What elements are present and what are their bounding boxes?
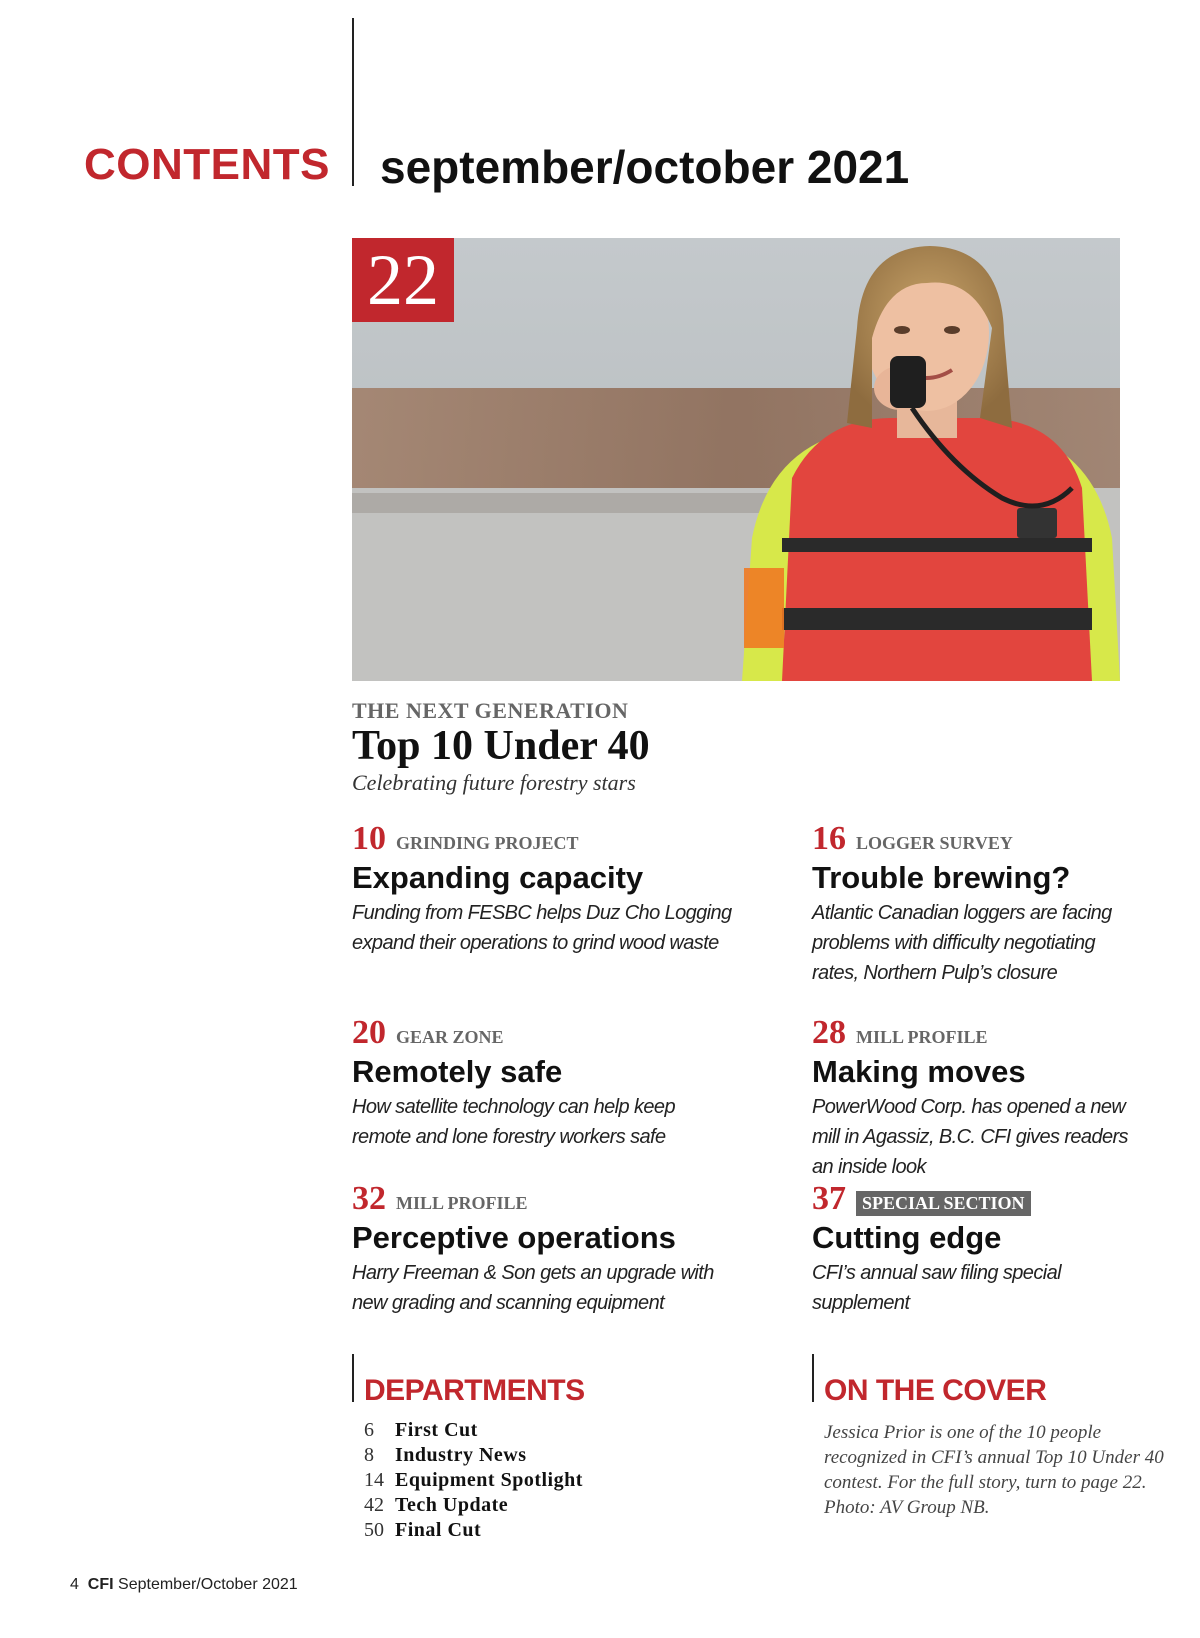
story-description: PowerWood Corp. has opened a new mill in Agassiz, B.C. CFI gives readers an inside look — [812, 1096, 1128, 1178]
departments-heading: DEPARTMENTS — [364, 1374, 585, 1407]
story-description: Funding from FESBC helps Duz Cho Logging expand their operations to grind wood waste — [352, 902, 732, 954]
feature-title[interactable]: Top 10 Under 40 — [352, 723, 650, 769]
department-page: 50 — [364, 1519, 384, 1541]
story-kicker: GEAR ZONE — [396, 1027, 504, 1047]
story-page-number: 32 — [352, 1180, 386, 1217]
special-section-badge: SPECIAL SECTION — [856, 1191, 1031, 1216]
department-page: 6 — [364, 1419, 374, 1441]
department-page: 8 — [364, 1444, 374, 1466]
story-title[interactable]: Trouble brewing? — [812, 860, 1071, 895]
footer-magazine: CFI — [87, 1576, 114, 1593]
story-page-number: 10 — [352, 820, 386, 857]
department-item[interactable] — [364, 1443, 583, 1468]
feature-kicker: THE NEXT GENERATION — [352, 698, 629, 723]
cover-heading: ON THE COVER — [824, 1374, 1047, 1407]
department-name: Equipment Spotlight — [395, 1469, 583, 1491]
contents-heading: CONTENTS — [84, 140, 330, 189]
story-title[interactable]: Remotely safe — [352, 1054, 563, 1089]
story-page-number: 16 — [812, 820, 846, 857]
story-kicker: GRINDING PROJECT — [396, 833, 579, 853]
story-kicker: MILL PROFILE — [856, 1027, 988, 1047]
department-name: First Cut — [395, 1419, 478, 1441]
story-description: CFI’s annual saw filing special supplement — [812, 1262, 1061, 1314]
story-item[interactable] — [352, 1014, 732, 1152]
department-item[interactable] — [364, 1468, 583, 1493]
story-kicker: MILL PROFILE — [396, 1193, 528, 1213]
page-footer — [70, 1576, 298, 1594]
cover-photo — [352, 238, 1120, 681]
story-item[interactable] — [812, 820, 1142, 988]
story-page-number: 37 — [812, 1180, 846, 1217]
feature-subtitle: Celebrating future forestry stars — [352, 770, 636, 795]
story-title[interactable]: Making moves — [812, 1054, 1026, 1089]
story-page-number: 28 — [812, 1014, 846, 1051]
story-description: Harry Freeman & Son gets an upgrade with new grading and scanning equipment — [352, 1262, 714, 1314]
story-description: How satellite technology can help keep remote and lone forestry workers safe — [352, 1096, 675, 1148]
department-item[interactable] — [364, 1493, 583, 1518]
story-title[interactable]: Cutting edge — [812, 1220, 1002, 1255]
story-item[interactable] — [352, 820, 732, 958]
footer-page-number: 4 — [70, 1576, 79, 1593]
department-item[interactable] — [364, 1518, 583, 1543]
department-name: Final Cut — [395, 1519, 482, 1541]
story-title[interactable]: Expanding capacity — [352, 860, 644, 895]
story-item[interactable] — [812, 1180, 1142, 1318]
department-name: Industry News — [395, 1444, 527, 1466]
story-page-number: 20 — [352, 1014, 386, 1051]
header-divider — [352, 18, 354, 186]
cover-caption: Jessica Prior is one of the 10 people recognized in CFI’s annual Top 10 Under 40 contest. For the full story, turn to page 22. Photo: AV Group NB. — [824, 1422, 1164, 1518]
story-item[interactable] — [812, 1014, 1142, 1182]
department-name: Tech Update — [395, 1494, 509, 1516]
department-page: 42 — [364, 1494, 384, 1516]
departments-divider — [352, 1354, 354, 1402]
footer-issue: September/October 2021 — [118, 1576, 298, 1593]
cover-divider — [812, 1354, 814, 1402]
issue-date: september/october 2021 — [380, 141, 910, 193]
department-item[interactable] — [364, 1418, 583, 1443]
story-kicker: LOGGER SURVEY — [856, 833, 1013, 853]
story-description: Atlantic Canadian loggers are facing problems with difficulty negotiating rates, Northern Pulp’s closure — [812, 902, 1112, 984]
departments-list — [364, 1418, 583, 1543]
story-title[interactable]: Perceptive operations — [352, 1220, 676, 1255]
department-page: 14 — [364, 1469, 384, 1491]
feature-page-badge: 22 — [352, 238, 454, 322]
story-item[interactable] — [352, 1180, 732, 1318]
